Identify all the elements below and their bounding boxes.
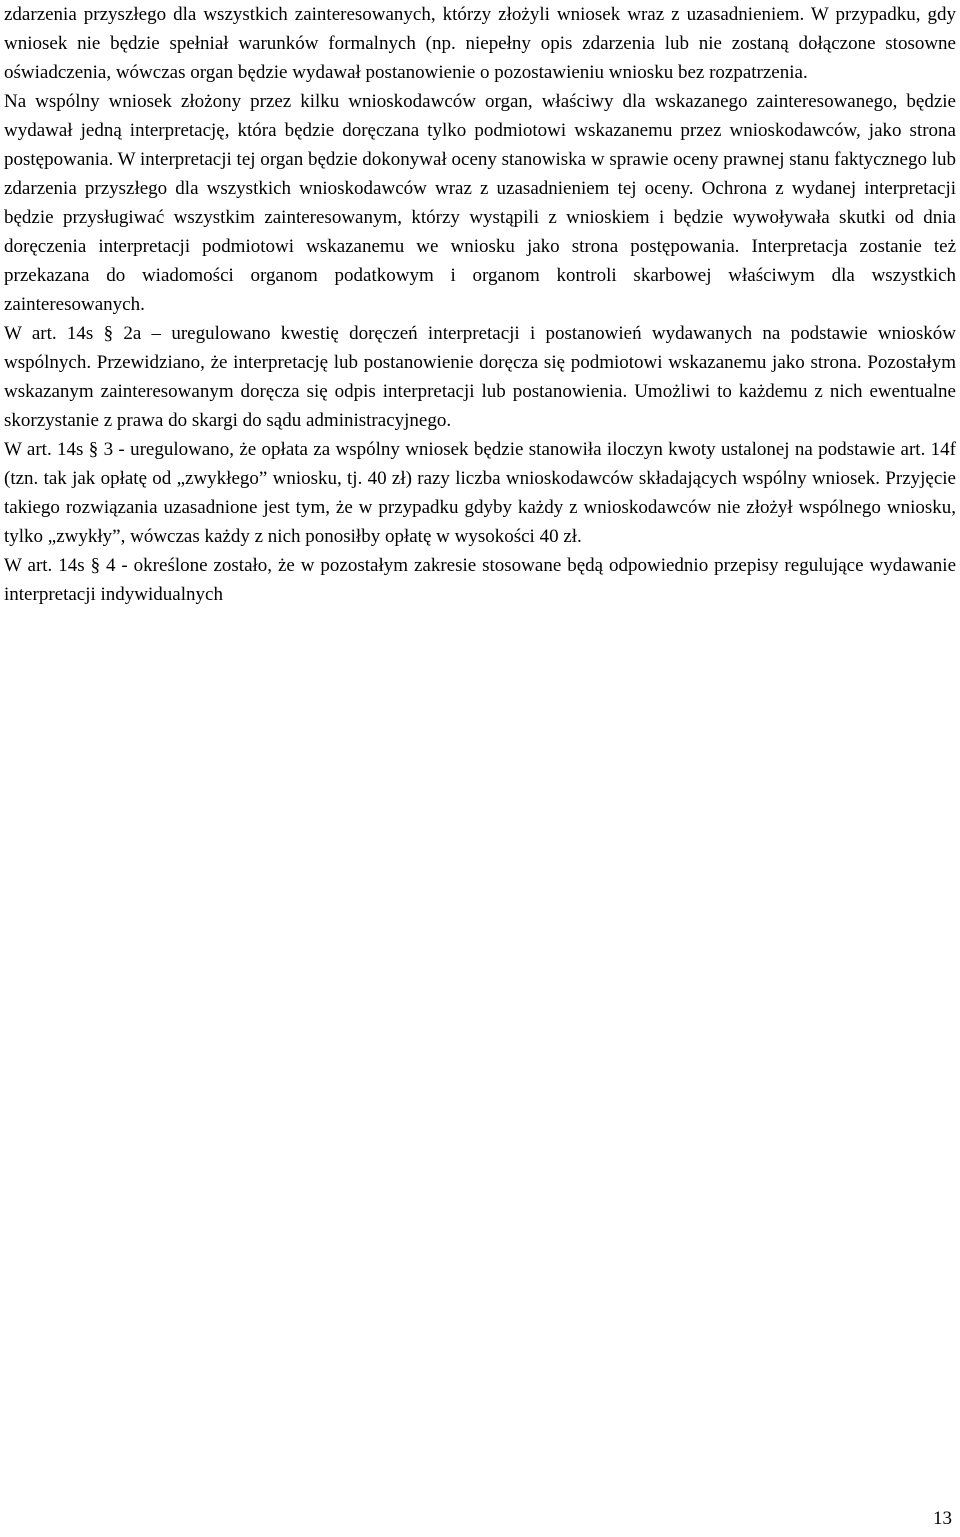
- page-number: 13: [933, 1508, 952, 1529]
- document-page: [4, 0, 956, 609]
- paragraph-1: zdarzenia przyszłego dla wszystkich zainteresowanych, którzy złożyli wniosek wraz z uzasadnieniem. W przypadku, gdy wniosek nie będzie spełniał warunków formalnych (np. niepełny opis zdarzenia lub nie zostaną dołączone stosowne oświadczenia, wówczas organ będzie wydawał postanowienie o pozostawieniu wniosku bez rozpatrzenia.: [4, 4, 956, 83]
- paragraph-2: Na wspólny wniosek złożony przez kilku wnioskodawców organ, właściwy dla wskazanego zainteresowanego, będzie wydawał jedną interpretację, która będzie doręczana tylko podmiotowi wskazanemu przez wnioskodawców, jako strona postępowania. W interpretacji tej organ będzie dokonywał oceny stanowiska w sprawie oceny prawnej stanu faktycznego lub zdarzenia przyszłego dla wszystkich wnioskodawców wraz z uzasadnieniem tej oceny. Ochrona z wydanej interpretacji będzie przysługiwać wszystkim zainteresowanym, którzy wystąpili z wnioskiem i będzie wywoływała skutki od dnia doręczenia interpretacji podmiotowi wskazanemu we wniosku jako strona postępowania. Interpretacja zostanie też przekazana do wiadomości organom podatkowym i organom kontroli skarbowej właściwym dla wszystkich zainteresowanych.: [4, 91, 956, 315]
- paragraph-4: W art. 14s § 3 - uregulowano, że opłata za wspólny wniosek będzie stanowiła iloczyn kwoty ustalonej na podstawie art. 14f (tzn. tak jak opłatę od „zwykłego” wniosku, tj. 40 zł) razy liczba wnioskodawców składających wspólny wniosek. Przyjęcie takiego rozwiązania uzasadnione jest tym, że w przypadku gdyby każdy z wnioskodawców nie złożył wspólnego wniosku, tylko „zwykły”, wówczas każdy z nich ponosiłby opłatę w wysokości 40 zł.: [4, 439, 956, 547]
- paragraph-5: W art. 14s § 4 - określone zostało, że w pozostałym zakresie stosowane będą odpowiednio przepisy regulujące wydawanie interpretacji indywidualnych: [4, 555, 956, 605]
- paragraph-3: W art. 14s § 2a – uregulowano kwestię doręczeń interpretacji i postanowień wydawanych na podstawie wniosków wspólnych. Przewidziano, że interpretację lub postanowienie doręcza się podmiotowi wskazanemu jako strona. Pozostałym wskazanym zainteresowanym doręcza się odpis interpretacji lub postanowienia. Umożliwi to każdemu z nich ewentualne skorzystanie z prawa do skargi do sądu administracyjnego.: [4, 323, 956, 431]
